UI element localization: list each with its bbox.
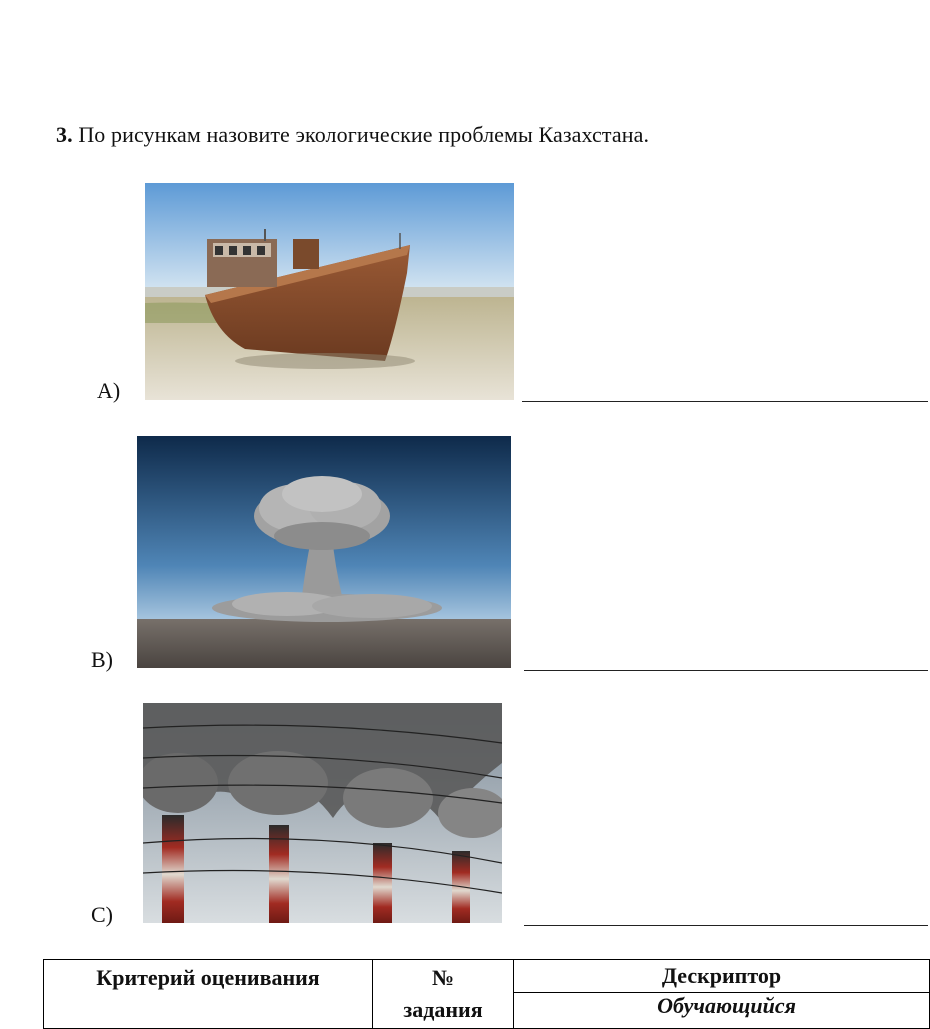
- option-b-label: В): [91, 647, 113, 672]
- option-c-answer-line[interactable]: [524, 925, 928, 926]
- header-task-number: [373, 960, 514, 1029]
- header-task-number-symbol: №: [431, 965, 455, 990]
- question-number: 3.: [56, 122, 73, 147]
- option-a-label: А): [97, 378, 121, 403]
- option-c-label: С): [91, 902, 113, 927]
- image-industrial-smoke: [143, 703, 502, 923]
- header-task-number-sub: задания: [403, 997, 483, 1022]
- image-aral-sea-ship: [145, 183, 514, 400]
- question-text: [56, 122, 649, 148]
- image-nuclear-test: [137, 436, 511, 668]
- header-criterion: Критерий оценивания: [44, 960, 373, 1029]
- header-descriptor: Дескриптор: [514, 960, 930, 993]
- question-body: По рисункам назовите экологические проблемы Казахстана.: [78, 122, 650, 147]
- descriptor-learner: Обучающийся: [514, 993, 930, 1029]
- option-b-answer-line[interactable]: [524, 670, 928, 671]
- option-a-answer-line[interactable]: [522, 401, 928, 402]
- criteria-table: [43, 959, 930, 1029]
